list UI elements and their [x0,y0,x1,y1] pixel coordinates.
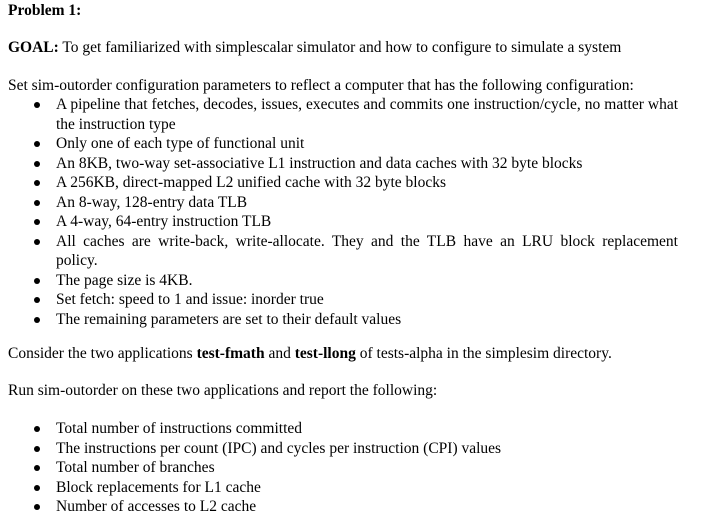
bullet-icon [34,426,40,432]
config-item: All caches are write-back, write-allocate. They and the TLB have an LRU block replacement policy. [8,232,678,271]
report-item: The instructions per count (IPC) and cycles per instruction (CPI) values [8,439,678,459]
problem-title: Problem 1: [8,2,82,19]
bullet-icon [34,200,40,206]
goal-text: To get familiarized with simplescalar simulator and how to configure to simulate a system [58,39,622,56]
config-intro: Set sim-outorder configuration parameters to reflect a computer that has the following configuration: [8,77,634,94]
app-name-fmath: test-fmath [196,345,265,362]
bullet-icon [34,102,40,108]
app-name-llong: test-llong [294,345,356,362]
config-item: Only one of each type of functional unit [8,134,678,154]
config-item: A 256KB, direct-mapped L2 unified cache with 32 byte blocks [8,173,678,193]
config-item: A 4-way, 64-entry instruction TLB [8,212,678,232]
bullet-icon [34,161,40,167]
bullet-icon [34,465,40,471]
report-list [8,419,678,517]
bullet-icon [34,446,40,452]
bullet-icon [34,504,40,510]
config-item: The page size is 4KB. [8,271,678,291]
bullet-icon [34,180,40,186]
bullet-icon [34,317,40,323]
bullet-icon [34,297,40,303]
report-item: Block replacements for L1 cache [8,478,678,498]
config-list [8,95,678,329]
config-item: Set fetch: speed to 1 and issue: inorder true [8,290,678,310]
goal-label: GOAL: [8,39,59,56]
bullet-icon [34,219,40,225]
config-item: The remaining parameters are set to their default values [8,310,678,330]
report-item: Total number of instructions committed [8,419,678,439]
bullet-icon [34,141,40,147]
report-item: Number of accesses to L2 cache [8,497,678,517]
bullet-icon [34,239,40,245]
consider-paragraph: Consider the two applications test-fmath and test-llong of tests-alpha in the simplesim directory. [8,345,612,362]
bullet-icon [34,278,40,284]
report-item: Total number of branches [8,458,678,478]
config-item: An 8-way, 128-entry data TLB [8,193,678,213]
goal-paragraph [8,38,621,58]
config-item: A pipeline that fetches, decodes, issues, executes and commits one instruction/cycle, no matter what the instruction type [8,95,678,134]
run-intro: Run sim-outorder on these two applications and report the following: [8,382,438,399]
bullet-icon [34,485,40,491]
config-item: An 8KB, two-way set-associative L1 instruction and data caches with 32 byte blocks [8,154,678,174]
